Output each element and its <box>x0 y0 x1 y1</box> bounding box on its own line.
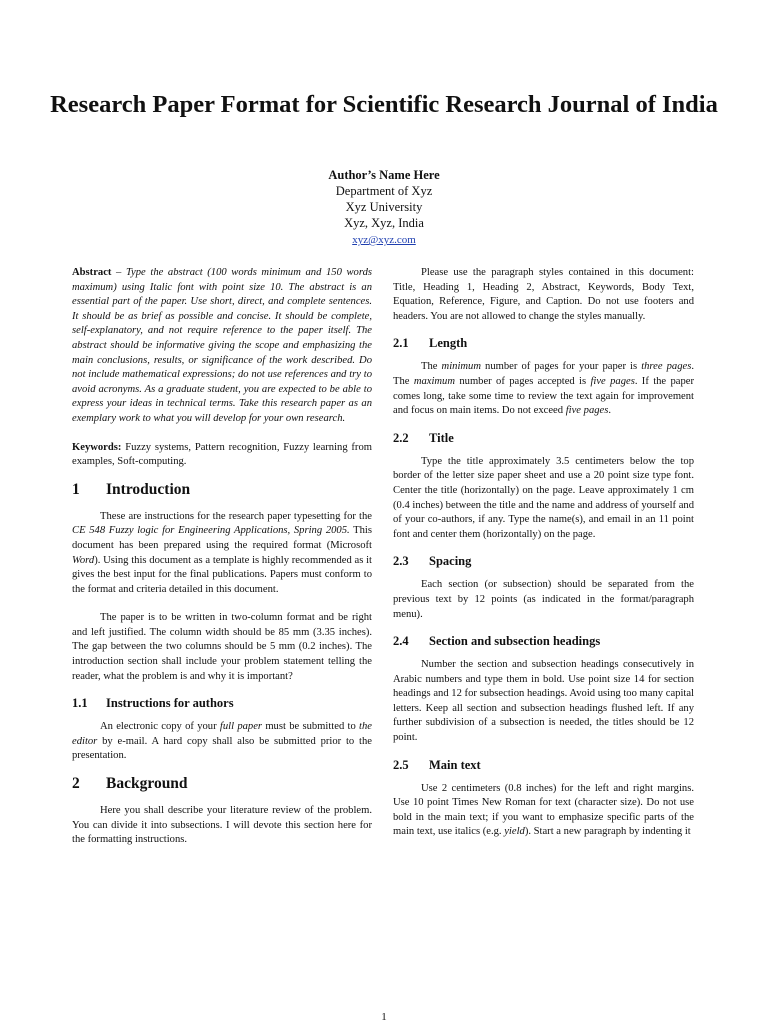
left-column <box>72 266 372 848</box>
section-heading-background: 2 Background <box>72 775 188 793</box>
title-paragraph: Type the title approximately 3.5 centimeters below the top border of the letter size paper sheet and use a 20 point size type font. Center the title (horizontally) on the page. Leave approximately 1 cm (0.4 inches) between the title and the name and address of yourself and of your co-authors, if any. Type the name(s), and email in an 11 point font and center them (horizontally) on the page. <box>393 455 694 540</box>
spacing-paragraph: Each section (or subsection) should be separated from the previous text by 12 points (as indicated in the format/paragraph menu). <box>393 579 694 620</box>
abstract-label: Abstract <box>72 267 112 278</box>
subsection-heading-instructions: 1.1 Instructions for authors <box>72 696 234 711</box>
subsection-heading-section-headings: 2.4 Section and subsection headings <box>393 634 601 649</box>
length-paragraph: The minimum number of pages for your paper is three pages. The maximum number of pages accepted is five pages. If the paper comes long, take some time to review the text again for improvement and focus on main items. Do not exceed five pages. <box>393 361 694 417</box>
author-block <box>184 167 584 248</box>
introduction-paragraph-1: These are instructions for the research paper typesetting for the CE 548 Fuzzy logic for Engineering Applications, Spring 2005. This document has been prepared using the required format (Microsoft Word). Using this document as a template is highly recommended as it gives the best input for the final publications. Papers must conform to the format and criteria detailed in this document. <box>72 510 372 595</box>
paper-title: Research Paper Format for Scientific Research Journal of India <box>50 91 718 118</box>
section-headings-paragraph: Number the section and subsection headings consecutively in Arabic numbers and type them in bold. Use point size 14 for section headings and 12 for subsection headings. Avoid using too many capital letters. Keep all section and subsection headings flushed left. If any further subdivision of a subsection is needed, the titles should be 12 point. <box>393 659 694 744</box>
abstract-dash: – <box>111 267 126 278</box>
subsection-heading-main-text: 2.5 Main text <box>393 757 481 772</box>
introduction-paragraph-2: The paper is to be written in two-column format and be right and left justified. The column width should be 85 mm (3.35 inches). The gap between the two columns should be 5 mm (0.2 inches). The introduction section shall include your problem statement telling the reader, what the problem is and why it is important? <box>72 612 372 682</box>
author-email-link[interactable]: xyz@xyz.com <box>352 234 416 246</box>
author-location: Xyz, Xyz, India <box>344 216 424 230</box>
abstract-text: Type the abstract (100 words minimum and 150 words maximum) using Italic font with point size 10. The abstract is an essential part of the paper. Use short, direct, and complete sentences. It should be as brief as possible and concise. It should be complete, self-explanatory, and not require reference to the paper itself. The abstract should be informative giving the scope and emphasizing the main conclusions, results, or significance of the work described. Do not include mathematical expressions; do not use references and try to avoid acronyms. As a graduate student, you are expected to be able to express your ideas in technical terms. Take this research paper as an exemplary work to what you will develop for your own research. <box>72 267 372 424</box>
subsection-heading-title: 2.2 Title <box>393 430 454 445</box>
section-heading-introduction: 1 Introduction <box>72 480 191 498</box>
author-department: Department of Xyz <box>335 184 433 198</box>
subsection-heading-length: 2.1 Length <box>393 336 468 351</box>
styles-paragraph: Please use the paragraph styles contained in this document: Title, Heading 1, Heading 2, Abstract, Keywords, Body Text, Equation, Reference, Figure, and Caption. Do not use footers and headers. You are not allowed to change the styles manually. <box>393 267 694 322</box>
background-paragraph: Here you shall describe your literature review of the problem. You can divide it into subsections. I will devote this section here for the formatting instructions. <box>72 805 372 846</box>
keywords-text: Fuzzy systems, Pattern recognition, Fuzzy learning from examples, Soft-computing. <box>72 441 372 468</box>
keywords-label: Keywords: <box>72 441 122 453</box>
abstract <box>72 266 372 427</box>
keywords <box>72 441 372 470</box>
page-number: 1 <box>381 1011 387 1023</box>
right-column <box>393 266 694 840</box>
instructions-paragraph: An electronic copy of your full paper must be submitted to the editor by e-mail. A hard copy shall also be submitted prior to the presentation. <box>72 721 372 762</box>
author-university: Xyz University <box>345 200 423 214</box>
main-text-paragraph: Use 2 centimeters (0.8 inches) for the left and right margins. Use 10 point Times New Roman for text (character size). Do not use bold in the main text; if you want to emphasize specific parts of the main text, use italics (e.g. yield). Start a new paragraph by indenting it <box>393 782 694 838</box>
subsection-heading-spacing: 2.3 Spacing <box>393 554 472 569</box>
author-name: Author’s Name Here <box>328 168 440 182</box>
